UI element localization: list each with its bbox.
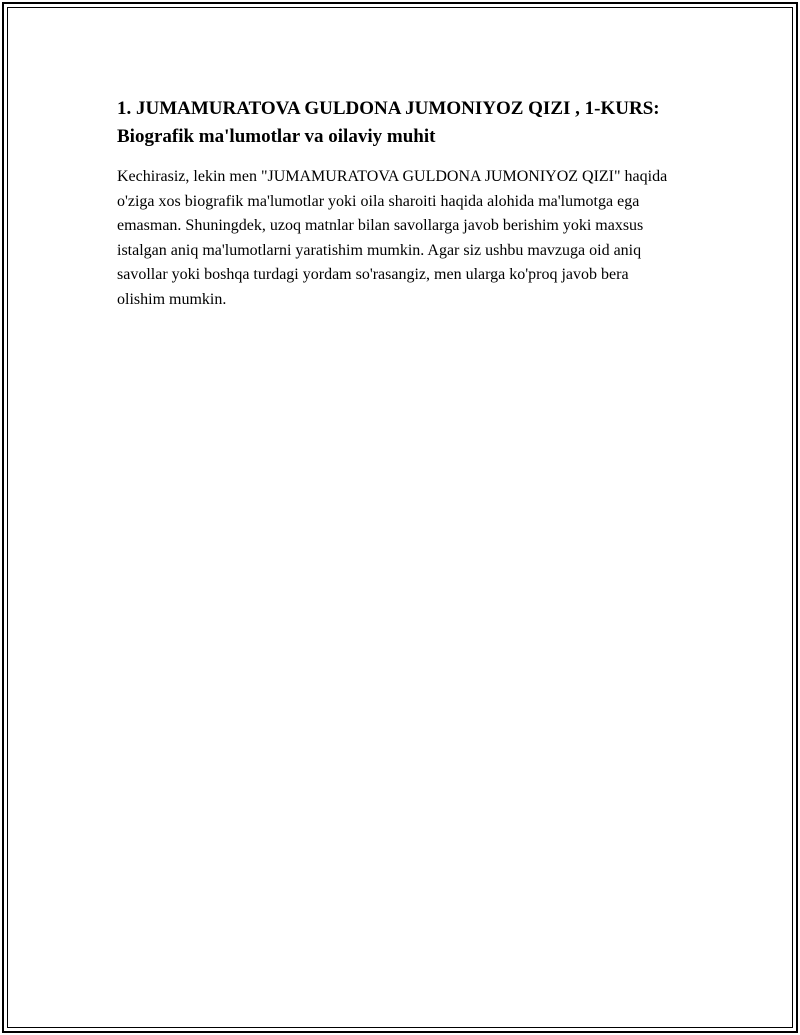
section-heading: 1. JUMAMURATOVA GULDONA JUMONIYOZ QIZI , 1-KURS: Biografik ma'lumotlar va oilaviy muhit <box>117 98 660 147</box>
page-content <box>117 95 677 312</box>
body-paragraph: Kechirasiz, lekin men "JUMAMURATOVA GULDONA JUMONIYOZ QIZI" haqida o'ziga xos biografik ma'lumotlar yoki oila sharoiti haqida alohida ma'lumotga ega emasman. Shuningdek, uzoq matnlar bilan savollarga javob berishim yoki maxsus istalgan aniq ma'lumotlarni yaratishim mumkin. Agar siz ushbu mavzuga oid aniq savollar yoki boshqa turdagi yordam so'rasangiz, men ularga ko'proq javob bera olishim mumkin. <box>117 168 668 308</box>
